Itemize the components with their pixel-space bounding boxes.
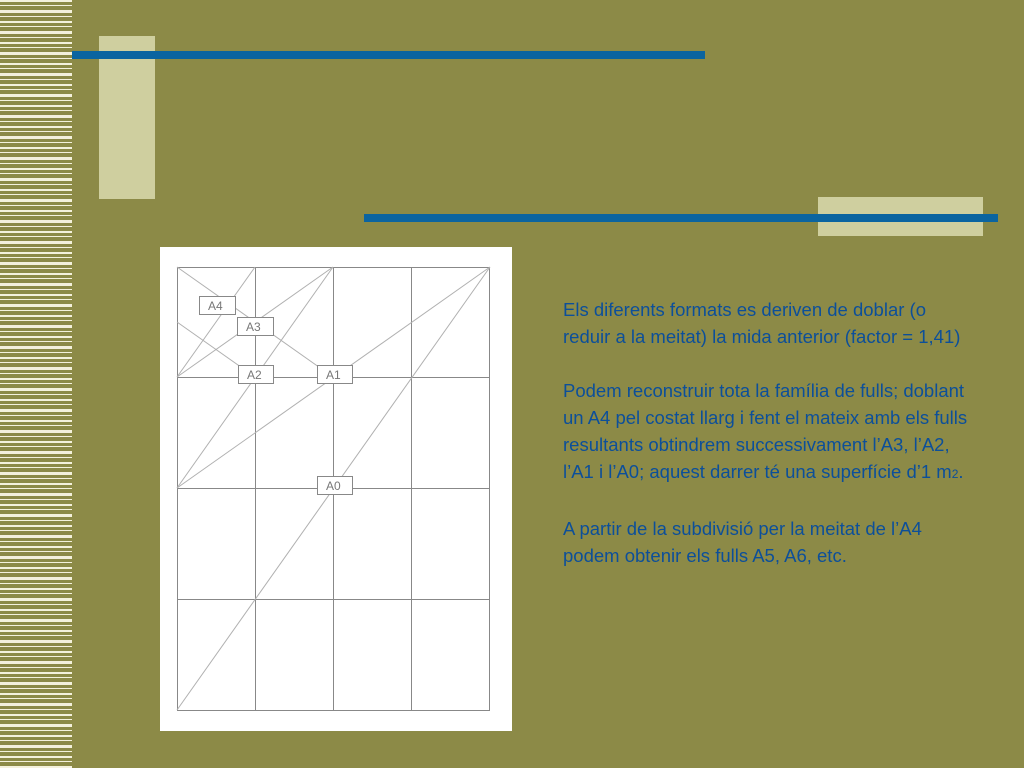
paragraph-formats-derivation: Els diferents formats es deriven de doblar (o reduir a la meitat) la mida anterior (factor = 1,41) [563, 299, 961, 347]
paragraph-subdivision: A partir de la subdivisió per la meitat de l’A4 podem obtenir els fulls A5, A6, etc. [563, 518, 922, 566]
paragraph-reconstruction-main: Podem reconstruir tota la família de fulls; doblant un A4 pel costat llarg i fent el mateix amb els fulls resultants obtindrem successivament l’A3, l’A2, l’A1 i l’A0; aquest darrer té una superfície d’1 m [563, 380, 968, 482]
explanation-text [563, 296, 973, 596]
square-exponent: 2 [951, 467, 959, 481]
paper-formats-svg [160, 247, 512, 731]
decorative-tall-rectangle [99, 36, 155, 199]
decorative-middle-line [364, 214, 998, 222]
paper-formats-diagram [160, 247, 512, 731]
label-a0: A0 [326, 479, 341, 493]
label-a1: A1 [326, 368, 341, 382]
label-a3: A3 [246, 320, 261, 334]
paragraph-reconstruction [563, 377, 973, 488]
label-a2: A2 [247, 368, 262, 382]
paragraph-reconstruction-end: . [958, 461, 964, 482]
decorative-top-line [72, 51, 705, 59]
label-a4: A4 [208, 299, 223, 313]
striped-left-border [0, 0, 72, 768]
